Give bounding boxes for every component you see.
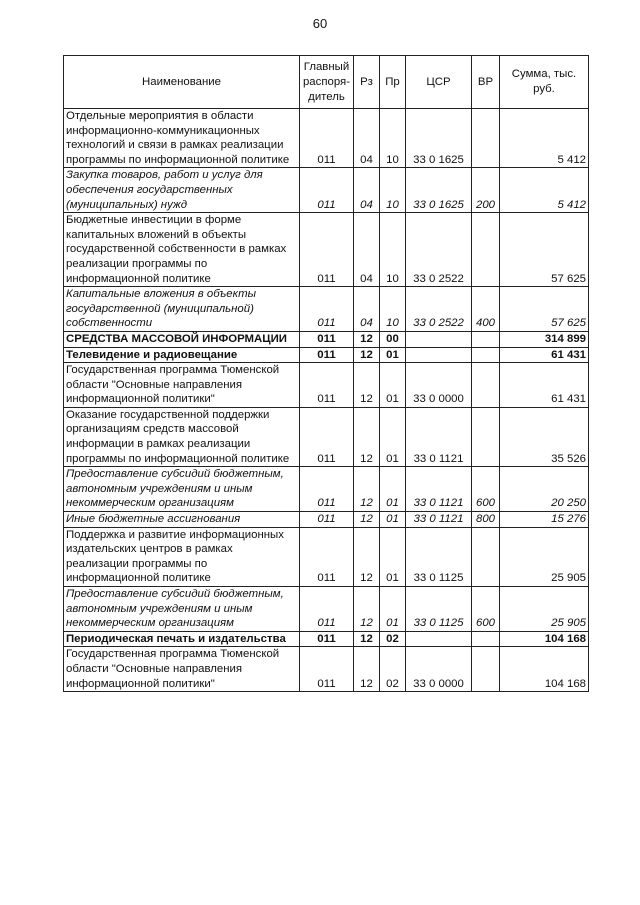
table-row <box>64 512 589 528</box>
cell-vr: 600 <box>472 587 500 632</box>
cell-rz: 04 <box>354 168 380 213</box>
cell-glav: 011 <box>300 527 354 586</box>
cell-name: Предоставление субсидий бюджетным, автономным учреждениям и иным некоммерческим организациям <box>64 587 300 632</box>
cell-vr <box>472 213 500 287</box>
cell-glav: 011 <box>300 109 354 168</box>
cell-glav: 011 <box>300 213 354 287</box>
cell-name: Отдельные мероприятия в области информационно-коммуникационных технологий и связи в рамках реализации программы по информационной политике <box>64 109 300 168</box>
cell-rz: 04 <box>354 109 380 168</box>
cell-name: Государственная программа Тюменской области "Основные направления информационной политики" <box>64 363 300 408</box>
cell-rz: 12 <box>354 647 380 692</box>
cell-pr: 00 <box>380 331 406 347</box>
cell-rz: 12 <box>354 512 380 528</box>
cell-rz: 12 <box>354 407 380 466</box>
page-number: 60 <box>312 16 328 31</box>
cell-pr: 01 <box>380 347 406 363</box>
cell-vr <box>472 407 500 466</box>
cell-pr: 10 <box>380 109 406 168</box>
cell-csr: 33 0 2522 <box>406 213 472 287</box>
cell-name: СРЕДСТВА МАССОВОЙ ИНФОРМАЦИИ <box>64 331 300 347</box>
cell-pr: 01 <box>380 587 406 632</box>
column-header-csr: ЦСР <box>406 56 472 109</box>
cell-csr: 33 0 1625 <box>406 168 472 213</box>
cell-name: Предоставление субсидий бюджетным, автономным учреждениям и иным некоммерческим организациям <box>64 467 300 512</box>
table-row <box>64 109 589 168</box>
table-row <box>64 168 589 213</box>
cell-csr: 33 0 1125 <box>406 527 472 586</box>
cell-vr: 800 <box>472 512 500 528</box>
cell-csr: 33 0 1121 <box>406 467 472 512</box>
cell-vr <box>472 631 500 647</box>
cell-pr: 01 <box>380 512 406 528</box>
table-row <box>64 587 589 632</box>
cell-rz: 12 <box>354 347 380 363</box>
cell-csr: 33 0 0000 <box>406 647 472 692</box>
cell-glav: 011 <box>300 347 354 363</box>
cell-sum: 57 625 <box>500 213 589 287</box>
cell-pr: 01 <box>380 407 406 466</box>
cell-csr: 33 0 2522 <box>406 287 472 332</box>
column-header-sum: Сумма, тыс. руб. <box>500 56 589 109</box>
cell-vr <box>472 331 500 347</box>
cell-glav: 011 <box>300 407 354 466</box>
cell-sum: 61 431 <box>500 347 589 363</box>
cell-sum: 5 412 <box>500 168 589 213</box>
table-row <box>64 213 589 287</box>
cell-sum: 25 905 <box>500 527 589 586</box>
cell-name: Телевидение и радиовещание <box>64 347 300 363</box>
cell-glav: 011 <box>300 287 354 332</box>
budget-table <box>63 55 589 692</box>
cell-csr: 33 0 1121 <box>406 407 472 466</box>
cell-pr: 01 <box>380 467 406 512</box>
cell-vr: 600 <box>472 467 500 512</box>
cell-vr <box>472 527 500 586</box>
cell-csr: 33 0 1125 <box>406 587 472 632</box>
cell-vr <box>472 363 500 408</box>
table-row <box>64 347 589 363</box>
table-header-row <box>64 56 589 109</box>
cell-pr: 10 <box>380 213 406 287</box>
cell-csr <box>406 631 472 647</box>
table-row <box>64 631 589 647</box>
cell-sum: 314 899 <box>500 331 589 347</box>
cell-sum: 104 168 <box>500 647 589 692</box>
cell-rz: 12 <box>354 631 380 647</box>
cell-name: Закупка товаров, работ и услуг для обеспечения государственных (муниципальных) нужд <box>64 168 300 213</box>
cell-pr: 02 <box>380 631 406 647</box>
column-header-name: Наименование <box>64 56 300 109</box>
table-row <box>64 527 589 586</box>
cell-glav: 011 <box>300 631 354 647</box>
cell-sum: 61 431 <box>500 363 589 408</box>
cell-glav: 011 <box>300 168 354 213</box>
cell-rz: 12 <box>354 331 380 347</box>
cell-pr: 01 <box>380 363 406 408</box>
cell-csr <box>406 331 472 347</box>
table-row <box>64 287 589 332</box>
cell-sum: 20 250 <box>500 467 589 512</box>
cell-name: Государственная программа Тюменской области "Основные направления информационной политики" <box>64 647 300 692</box>
cell-vr <box>472 347 500 363</box>
cell-glav: 011 <box>300 512 354 528</box>
column-header-glav: Главный распоря-дитель <box>300 56 354 109</box>
cell-vr <box>472 647 500 692</box>
cell-name: Оказание государственной поддержки организациям средств массовой информации в рамках реализации программы по информационной политике <box>64 407 300 466</box>
column-header-vr: ВР <box>472 56 500 109</box>
table-row <box>64 407 589 466</box>
cell-rz: 12 <box>354 527 380 586</box>
cell-pr: 01 <box>380 527 406 586</box>
cell-glav: 011 <box>300 331 354 347</box>
cell-name: Бюджетные инвестиции в форме капитальных вложений в объекты государственной собственности в рамках реализации программы по информационной политике <box>64 213 300 287</box>
cell-sum: 5 412 <box>500 109 589 168</box>
cell-sum: 25 905 <box>500 587 589 632</box>
cell-csr: 33 0 1121 <box>406 512 472 528</box>
cell-rz: 12 <box>354 587 380 632</box>
cell-pr: 02 <box>380 647 406 692</box>
cell-vr <box>472 109 500 168</box>
cell-csr: 33 0 0000 <box>406 363 472 408</box>
cell-csr <box>406 347 472 363</box>
column-header-pr: Пр <box>380 56 406 109</box>
cell-rz: 12 <box>354 363 380 408</box>
cell-name: Периодическая печать и издательства <box>64 631 300 647</box>
cell-rz: 04 <box>354 287 380 332</box>
cell-vr: 200 <box>472 168 500 213</box>
cell-sum: 15 276 <box>500 512 589 528</box>
cell-vr: 400 <box>472 287 500 332</box>
cell-rz: 04 <box>354 213 380 287</box>
cell-glav: 011 <box>300 467 354 512</box>
table-row <box>64 647 589 692</box>
cell-glav: 011 <box>300 587 354 632</box>
cell-glav: 011 <box>300 647 354 692</box>
cell-pr: 10 <box>380 168 406 213</box>
cell-sum: 104 168 <box>500 631 589 647</box>
cell-glav: 011 <box>300 363 354 408</box>
table-row <box>64 363 589 408</box>
cell-sum: 35 526 <box>500 407 589 466</box>
cell-name: Поддержка и развитие информационных издательских центров в рамках реализации программы по информационной политике <box>64 527 300 586</box>
cell-sum: 57 625 <box>500 287 589 332</box>
cell-rz: 12 <box>354 467 380 512</box>
cell-pr: 10 <box>380 287 406 332</box>
cell-name: Иные бюджетные ассигнования <box>64 512 300 528</box>
column-header-rz: Рз <box>354 56 380 109</box>
table-row <box>64 331 589 347</box>
table-row <box>64 467 589 512</box>
cell-csr: 33 0 1625 <box>406 109 472 168</box>
cell-name: Капитальные вложения в объекты государственной (муниципальной) собственности <box>64 287 300 332</box>
